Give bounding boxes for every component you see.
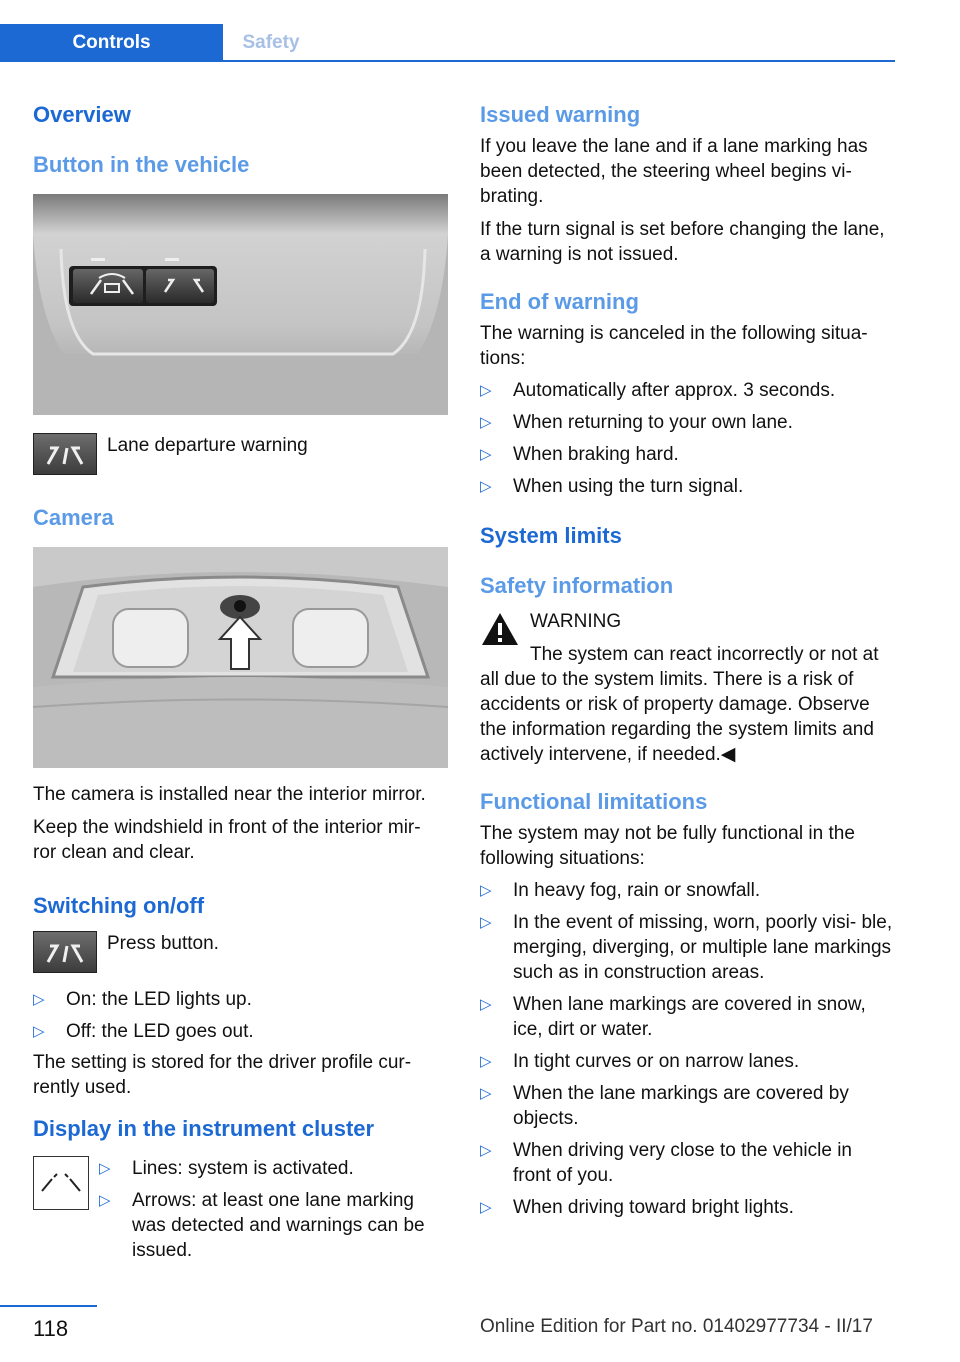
camera-photo bbox=[33, 547, 448, 768]
bullet-triangle-icon: ▷ bbox=[99, 1192, 111, 1209]
setting-stored-text: The setting is stored for the driver profile cur‐ rently used. bbox=[33, 1052, 412, 1098]
list-item: ▷ When returning to your own lane. bbox=[480, 412, 793, 433]
camera-heading: Camera bbox=[33, 505, 114, 530]
tab-controls[interactable]: Controls bbox=[0, 24, 223, 60]
list-item: ▷ In the event of missing, worn, poorly visi‐ ble, merging, diverging, or multiple lane markings such as in construction areas. bbox=[480, 912, 893, 983]
safety-information-heading: Safety information bbox=[480, 573, 674, 598]
list-item: ▷ On: the LED lights up. bbox=[33, 989, 252, 1010]
bullet-triangle-icon: ▷ bbox=[480, 414, 492, 431]
right-column bbox=[480, 100, 895, 1220]
list-item: ▷ In tight curves or on narrow lanes. bbox=[480, 1051, 800, 1072]
bullet-triangle-icon: ▷ bbox=[480, 1142, 492, 1159]
bullet-triangle-icon: ▷ bbox=[99, 1160, 111, 1177]
tab-safety[interactable]: Safety bbox=[242, 32, 300, 53]
functional-limitations-heading: Functional limitations bbox=[480, 789, 708, 814]
bullet-triangle-icon: ▷ bbox=[480, 478, 492, 495]
list-item: ▷ When using the turn signal. bbox=[480, 476, 744, 497]
list-item: ▷ In heavy fog, rain or snowfall. bbox=[480, 880, 761, 901]
header-bar bbox=[0, 0, 895, 62]
bullet-triangle-icon: ▷ bbox=[480, 446, 492, 463]
bullet-triangle-icon: ▷ bbox=[480, 882, 492, 899]
edition-text: Online Edition for Part no. 01402977734 - II/17 bbox=[480, 1316, 873, 1337]
bullet-triangle-icon: ▷ bbox=[480, 1053, 492, 1070]
bullet-triangle-icon: ▷ bbox=[480, 1085, 492, 1102]
lane-lines-icon bbox=[33, 1156, 89, 1210]
display-heading: Display in the instrument cluster bbox=[33, 1116, 375, 1141]
bullet-triangle-icon: ▷ bbox=[480, 1199, 492, 1216]
bullet-triangle-icon: ▷ bbox=[33, 991, 45, 1008]
bullet-triangle-icon: ▷ bbox=[33, 1023, 45, 1040]
warning-label: WARNING bbox=[530, 611, 622, 632]
left-column bbox=[33, 100, 448, 1263]
button-in-vehicle-heading: Button in the vehicle bbox=[33, 152, 250, 177]
list-item: ▷ Automatically after approx. 3 seconds. bbox=[480, 380, 836, 401]
functional-list bbox=[480, 878, 895, 1220]
list-item: ▷ Arrows: at least one lane marking was detected and warnings can be issued. bbox=[99, 1190, 425, 1261]
list-item: ▷ When lane markings are covered in snow, ice, dirt or water. bbox=[480, 994, 866, 1040]
list-item: ▷ When driving toward bright lights. bbox=[480, 1197, 794, 1218]
end-paragraph: The warning is canceled in the following situa‐ tions: bbox=[480, 323, 868, 369]
press-button-row bbox=[33, 931, 448, 975]
display-block bbox=[33, 1156, 448, 1263]
issued-paragraph-1: If you leave the lane and if a lane marking has been detected, the steering wheel begins vi‐ brating. bbox=[480, 136, 868, 207]
bullet-triangle-icon: ▷ bbox=[480, 382, 492, 399]
page-number: 118 bbox=[33, 1316, 69, 1341]
bullet-triangle-icon: ▷ bbox=[480, 914, 492, 931]
button-photo bbox=[33, 194, 448, 415]
system-limits-heading: System limits bbox=[480, 523, 622, 548]
issued-paragraph-2: If the turn signal is set before changing the lane, a warning is not issued. bbox=[480, 219, 885, 265]
list-item: ▷ When driving very close to the vehicle in front of you. bbox=[480, 1140, 852, 1186]
warning-block bbox=[480, 609, 895, 767]
functional-paragraph: The system may not be fully functional in the following situations: bbox=[480, 823, 855, 869]
overview-heading: Overview bbox=[33, 102, 131, 127]
list-item: ▷ When the lane markings are covered by objects. bbox=[480, 1083, 849, 1129]
lane-departure-row bbox=[33, 433, 448, 477]
lane-departure-button-icon bbox=[33, 433, 97, 475]
end-of-warning-heading: End of warning bbox=[480, 289, 639, 314]
issued-warning-heading: Issued warning bbox=[480, 102, 641, 127]
list-item: ▷ Off: the LED goes out. bbox=[33, 1021, 254, 1042]
press-button-text: Press button. bbox=[107, 933, 219, 954]
header-rule bbox=[0, 60, 895, 62]
switch-list bbox=[33, 987, 448, 1044]
bullet-triangle-icon: ▷ bbox=[480, 996, 492, 1013]
warning-text: The system can react incorrectly or not at all due to the system limits. There is a risk of accidents or risk of property damage. Observe the information regarding the system limits and actively intervene, if needed.◀ bbox=[480, 644, 879, 765]
warning-triangle-icon bbox=[480, 611, 520, 647]
lane-departure-label: Lane departure warning bbox=[107, 435, 308, 456]
footer-rule bbox=[0, 1305, 97, 1307]
switching-heading: Switching on/off bbox=[33, 893, 205, 918]
list-item: ▷ When braking hard. bbox=[480, 444, 679, 465]
end-list bbox=[480, 378, 895, 499]
lane-departure-button-icon bbox=[33, 931, 97, 973]
camera-paragraph-2: Keep the windshield in front of the interior mir‐ ror clean and clear. bbox=[33, 817, 421, 863]
display-list bbox=[99, 1156, 448, 1263]
list-item: ▷ Lines: system is activated. bbox=[99, 1158, 354, 1179]
camera-paragraph-1: The camera is installed near the interior mirror. bbox=[33, 784, 426, 805]
